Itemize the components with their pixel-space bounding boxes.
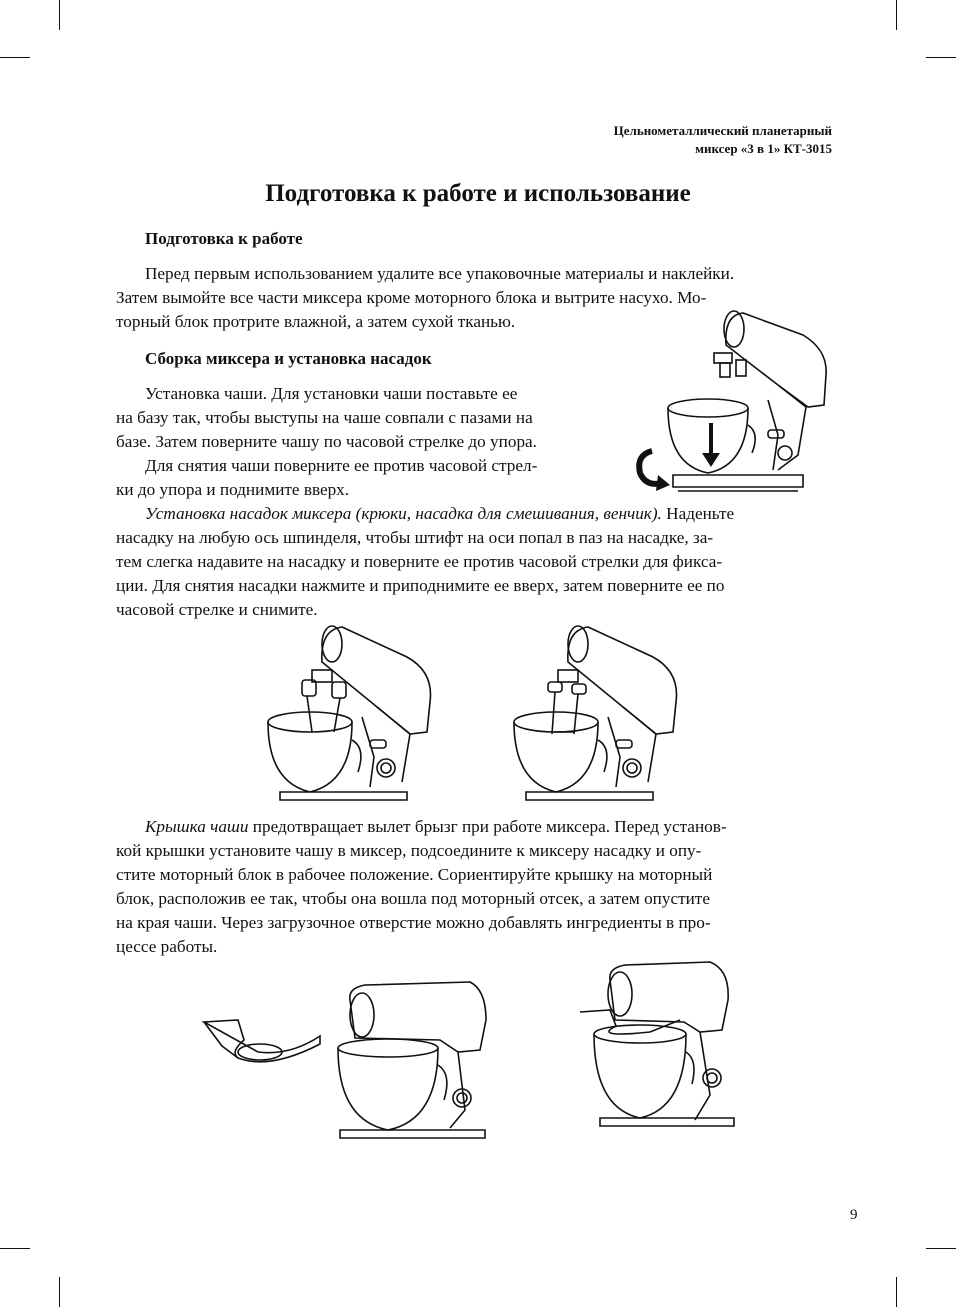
header-line-1: Цельнометаллический планетарный <box>613 123 832 138</box>
running-header <box>614 122 832 158</box>
paragraph-bowl <box>116 382 537 502</box>
text-line: блок, расположив ее так, чтобы она вошла под моторный отсек, а затем опустите <box>116 889 710 908</box>
mixer-drawing-right <box>514 626 677 800</box>
text-line: часовой стрелке и снимите. <box>116 600 318 619</box>
lid-drawing <box>204 1020 320 1062</box>
page-title: Подготовка к работе и использование <box>265 180 691 207</box>
paragraph-lid <box>116 815 727 959</box>
text-line: насадку на любую ось шпинделя, чтобы штифт на оси попал в паз на насадке, за- <box>116 528 714 547</box>
mixer-drawing-left <box>268 626 431 800</box>
italic-lead: Крышка чаши <box>145 817 249 836</box>
text-line: кой крышки установите чашу в миксер, подсоедините к миксеру насадку и опу- <box>116 841 702 860</box>
text-line: стите моторный блок в рабочее положение. Сориентируйте крышку на моторный <box>116 865 713 884</box>
text-run: предотвращает вылет брызг при работе миксера. Перед установ- <box>248 817 727 836</box>
paragraph-attachments <box>116 502 734 622</box>
mixer-drawing-lid-on <box>580 962 734 1126</box>
text-line: Затем вымойте все части миксера кроме моторного блока и вытрите насухо. Мо- <box>116 288 707 307</box>
text-line <box>116 502 734 526</box>
text-line: Установка чаши. Для установки чаши поставьте ее <box>145 384 518 403</box>
section-heading-assembly: Сборка миксера и установка насадок <box>145 349 432 368</box>
section-heading-preparation: Подготовка к работе <box>145 229 303 248</box>
attachments-illustration <box>262 622 682 804</box>
text-line: ции. Для снятия насадки нажмите и приподнимите ее вверх, затем поверните ее по <box>116 576 725 595</box>
italic-lead: Установка насадок миксера (крюки, насадка для смешивания, венчик). <box>145 504 662 523</box>
text-line: цессе работы. <box>116 937 218 956</box>
text-line: базе. Затем поверните чашу по часовой стрелке до упора. <box>116 432 537 451</box>
mixer-drawing-lid-off <box>338 982 486 1138</box>
text-line: тем слегка надавите на насадку и поверните ее против часовой стрелки для фикса- <box>116 552 723 571</box>
text-line: Для снятия чаши поверните ее против часовой стрел- <box>145 456 538 475</box>
header-line-2: миксер «3 в 1» КТ-3015 <box>695 141 832 156</box>
text-line <box>116 815 727 839</box>
lid-install-illustration <box>200 960 760 1140</box>
text-line: на базу так, чтобы выступы на чаше совпали с пазами на <box>116 408 533 427</box>
page-number: 9 <box>850 1207 858 1223</box>
bowl-install-illustration <box>628 305 838 495</box>
text-line: ки до упора и поднимите вверх. <box>116 480 350 499</box>
text-line: на края чаши. Через загрузочное отверстие можно добавлять ингредиенты в про- <box>116 913 711 932</box>
text-run: Наденьте <box>661 504 735 523</box>
text-line: Перед первым использованием удалите все упаковочные материалы и наклейки. <box>145 264 735 283</box>
text-line: торный блок протрите влажной, а затем сухой тканью. <box>116 312 516 331</box>
